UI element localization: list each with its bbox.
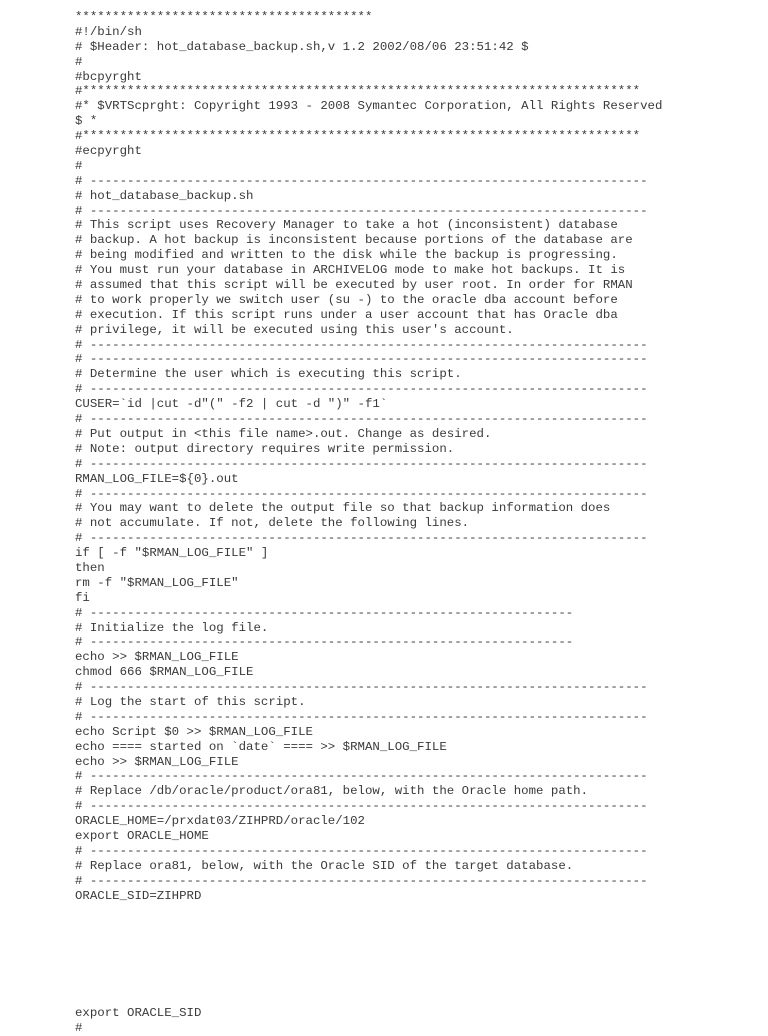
code-line: # --------------------------------------------------------------------------- <box>75 173 648 188</box>
code-line: echo >> $RMAN_LOG_FILE <box>75 650 239 665</box>
code-line: # execution. If this script runs under a user account that has Oracle dba <box>75 307 618 322</box>
code-line: export ORACLE_HOME <box>75 828 209 843</box>
code-line: ORACLE_HOME=/prxdat03/ZIHPRD/oracle/102 <box>75 814 365 829</box>
code-line: # You must run your database in ARCHIVELOG mode to make hot backups. It is <box>75 263 626 278</box>
code-line: # --------------------------------------------------------------------------- <box>75 531 648 546</box>
code-line: #bcpyrght <box>75 69 142 84</box>
code-line: **************************************** <box>75 10 373 24</box>
code-line: # backup. A hot backup is inconsistent because portions of the database are <box>75 233 633 248</box>
code-line: # You may want to delete the output file so that backup information does <box>75 501 611 516</box>
code-line: # $Header: hot_database_backup.sh,v 1.2 2002/08/06 23:51:42 $ <box>75 39 529 54</box>
code-line: # --------------------------------------------------------------------------- <box>75 337 648 352</box>
code-line: # --------------------------------------------------------------------------- <box>75 873 648 888</box>
code-line: # <box>75 54 83 69</box>
code-line: # --------------------------------------------------------------------------- <box>75 680 648 695</box>
code-line: # Log the start of this script. <box>75 694 306 709</box>
code-line: # assumed that this script will be executed by user root. In order for RMAN <box>75 278 633 293</box>
code-line: fi <box>75 590 90 605</box>
script-body <box>75 10 755 903</box>
code-line: ORACLE_SID=ZIHPRD <box>75 888 202 903</box>
code-line: # --------------------------------------------------------------------------- <box>75 203 648 218</box>
code-line: # to work properly we switch user (su -) to the oracle dba account before <box>75 292 618 307</box>
code-line: # ----------------------------------------------------------------- <box>75 635 574 650</box>
script-tail <box>75 1006 755 1036</box>
code-line: #ecpyrght <box>75 144 142 159</box>
code-line: # Determine the user which is executing this script. <box>75 367 462 382</box>
code-line: # Replace /db/oracle/product/ora81, below, with the Oracle home path. <box>75 784 589 799</box>
code-line: RMAN_LOG_FILE=${0}.out <box>75 471 239 486</box>
code-line: # Initialize the log file. <box>75 620 269 635</box>
code-line: #!/bin/sh <box>75 24 142 39</box>
code-line: # --------------------------------------------------------------------------- <box>75 456 648 471</box>
code-line: # privilege, it will be executed using this user's account. <box>75 322 514 337</box>
code-line: #* $VRTScprght: Copyright 1993 - 2008 Symantec Corporation, All Rights Reserved <box>75 99 663 114</box>
code-line: # --------------------------------------------------------------------------- <box>75 486 648 501</box>
code-line: # --------------------------------------------------------------------------- <box>75 709 648 724</box>
code-line: # This script uses Recovery Manager to take a hot (inconsistent) database <box>75 218 618 233</box>
code-line: #*************************************************************************** <box>75 129 641 144</box>
blank-gap <box>75 903 755 1006</box>
code-line: # Replace ora81, below, with the Oracle SID of the target database. <box>75 858 574 873</box>
code-line: # ----------------------------------------------------------------- <box>75 605 574 620</box>
code-line: CUSER=`id |cut -d"(" -f2 | cut -d ")" -f1` <box>75 397 388 412</box>
script-listing <box>75 10 755 1036</box>
code-line: # --------------------------------------------------------------------------- <box>75 352 648 367</box>
code-line: chmod 666 $RMAN_LOG_FILE <box>75 665 254 680</box>
code-line: if [ -f "$RMAN_LOG_FILE" ] <box>75 546 269 561</box>
code-line: # --------------------------------------------------------------------------- <box>75 382 648 397</box>
code-line: # --------------------------------------------------------------------------- <box>75 799 648 814</box>
code-line: # <box>75 158 83 173</box>
code-line: # <box>75 1021 83 1036</box>
code-line: # --------------------------------------------------------------------------- <box>75 843 648 858</box>
code-line: # not accumulate. If not, delete the following lines. <box>75 516 470 531</box>
code-line: rm -f "$RMAN_LOG_FILE" <box>75 575 239 590</box>
code-line: echo ==== started on `date` ==== >> $RMAN_LOG_FILE <box>75 739 447 754</box>
code-line: echo Script $0 >> $RMAN_LOG_FILE <box>75 724 313 739</box>
code-line: # hot_database_backup.sh <box>75 188 254 203</box>
code-line: then <box>75 560 105 575</box>
code-line: #*************************************************************************** <box>75 84 641 99</box>
code-line: export ORACLE_SID <box>75 1006 202 1021</box>
code-line: # Put output in <this file name>.out. Change as desired. <box>75 426 492 441</box>
code-line: # --------------------------------------------------------------------------- <box>75 412 648 427</box>
code-line: # Note: output directory requires write permission. <box>75 441 455 456</box>
code-line: # --------------------------------------------------------------------------- <box>75 769 648 784</box>
code-line: # being modified and written to the disk while the backup is progressing. <box>75 248 618 263</box>
code-line: echo >> $RMAN_LOG_FILE <box>75 754 239 769</box>
code-line: $ * <box>75 114 98 129</box>
